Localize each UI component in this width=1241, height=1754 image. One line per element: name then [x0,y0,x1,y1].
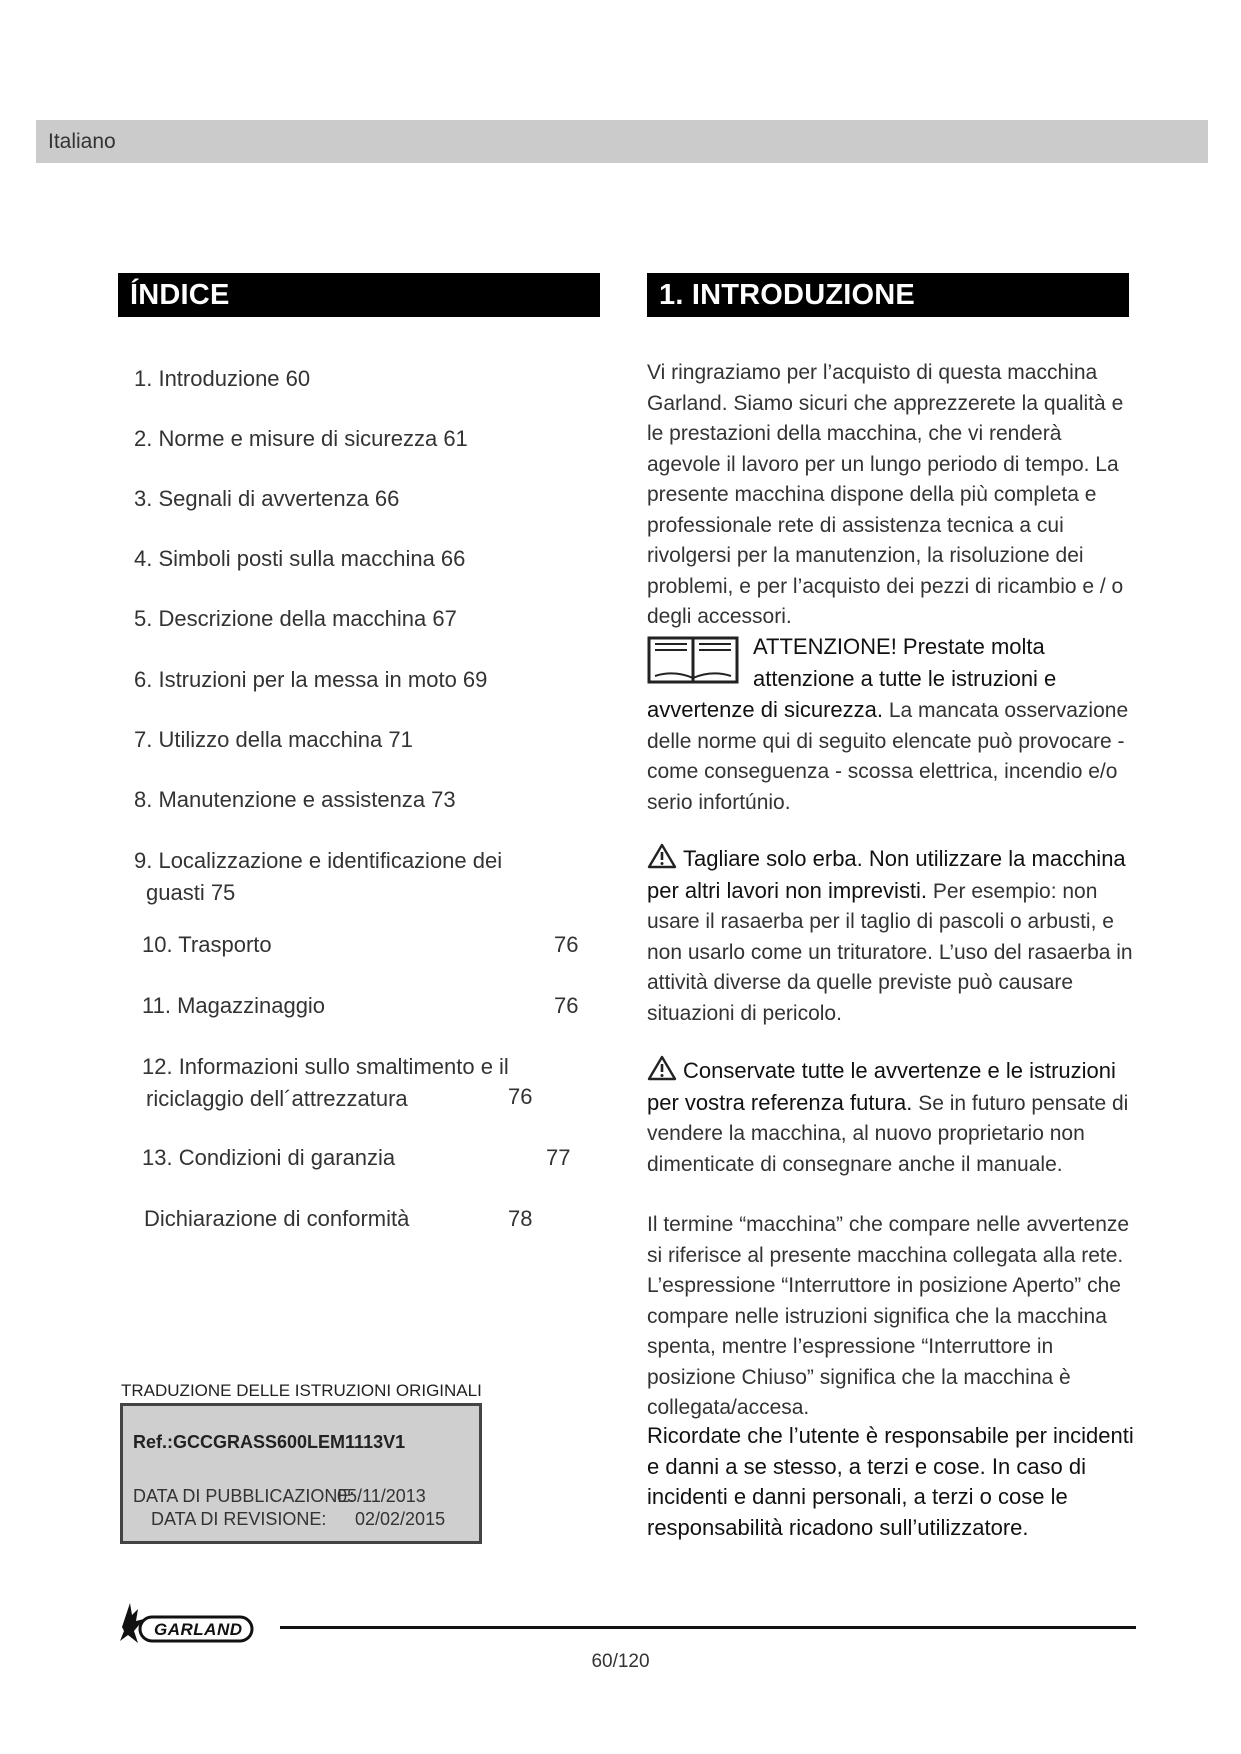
term-paragraph: Il termine “macchina” che compare nelle avvertenze si riferisce al presente macchina collegata alla rete. L’espressione “Interruttore in posizione Aperto” che compare nelle istruzioni significa che la macchina spenta, mentre l’espressione “Interruttore in posizione Chiuso” significa che la macchina è collegata/accesa. [647,1213,1130,1419]
toc-item: 1. Introduzione 60 [134,366,311,391]
page-number: 60/120 [591,1651,650,1672]
revision-label: DATA DI REVISIONE: [151,1509,327,1529]
translation-label: TRADUZIONE DELLE ISTRUZIONI ORIGINALI [121,1381,482,1400]
toc-item: 6. Istruzioni per la messa in moto 69 [134,667,488,692]
toc-item: 7. Utilizzo della macchina 71 [134,727,413,752]
warning-block-2: Conservate tutte le avvertenze e le istruzioni per vostra referenza futura. Se in futuro pensate di vendere la macchina, al nuovo proprietario non dimenticate di consegnare anche il manuale. [647,1055,1137,1180]
reference-box [120,1403,482,1544]
toc-item: 9. Localizzazione e identificazione dei guasti 75 [134,848,503,905]
toc-item: Dichiarazione di conformità 78 [144,1206,533,1231]
intro-paragraph: Vi ringraziamo per l’acquisto di questa macchina Garland. Siamo sicuri che apprezzerete la qualità e le prestazioni della macchina, che vi renderà agevole il lavoro per un lungo periodo di tempo. La presente macchina dispone della più completa e professionale rete di assistenza tecnica a cui rivolgersi per la manutenzion, la risoluzione dei problemi, e per l’acquisto dei pezzi di ricambio e / o degli accessori. [647,361,1124,628]
toc-item: 11. Magazzinaggio 76 [142,993,579,1018]
toc-item: 13. Condizioni di garanzia 77 [142,1145,571,1170]
warning-triangle-icon [647,1055,677,1081]
revision-date: 02/02/2015 [355,1509,446,1529]
responsibility-paragraph: Ricordate che l’utente è responsabile per incidenti e danni a se stesso, a terzi e cose. In caso di incidenti e danni personali, a terzi o cose le responsabilità ricadono sull’utilizzatore. [647,1423,1134,1540]
manual-book-icon [647,634,739,686]
toc-item: 5. Descrizione della macchina 67 [134,606,457,631]
toc-item: 10. Trasporto 76 [142,932,579,957]
publication-label: DATA DI PUBBLICAZIONE: [133,1486,355,1506]
toc-item: 12. Informazioni sullo smaltimento e il riciclaggio dell´attrezzatura 76 [142,1054,533,1111]
index-heading: ÍNDICE [118,273,600,317]
toc-item: 3. Segnali di avvertenza 66 [134,486,400,511]
brand-name: GARLAND [154,1620,243,1639]
garland-logo [118,1597,258,1652]
toc-item: 4. Simboli posti sulla macchina 66 [134,546,466,571]
reference-code: Ref.:GCCGRASS600LEM1113V1 [133,1432,406,1452]
publication-date: 05/11/2013 [337,1486,426,1506]
warning-block-1: Tagliare solo erba. Non utilizzare la macchina per altri lavori non imprevisti. Per esempio: non usare il rasaerba per il taglio di pascoli o arbusti, e non usarlo come un trituratore. L’uso del rasaerba in attività diverse da quelle previste può causare situazioni di pericolo. [647,843,1137,1029]
footer-rule [280,1626,1136,1629]
intro-heading: 1. INTRODUZIONE [647,273,1129,317]
warning-triangle-icon [647,843,677,869]
language-bar [36,120,1208,163]
toc-item: 8. Manutenzione e assistenza 73 [134,787,456,812]
attention-block: ATTENZIONE! Prestate molta attenzione a tutte le istruzioni e avvertenze di sicurezza. La mancata osservazione delle norme qui di seguito elencate può provocare - come conseguenza - scossa elettrica, incendio e/o serio infortúnio. [647,634,1129,814]
language-label: Italiano [48,130,116,153]
toc-item: 2. Norme e misure di sicurezza 61 [134,426,468,451]
